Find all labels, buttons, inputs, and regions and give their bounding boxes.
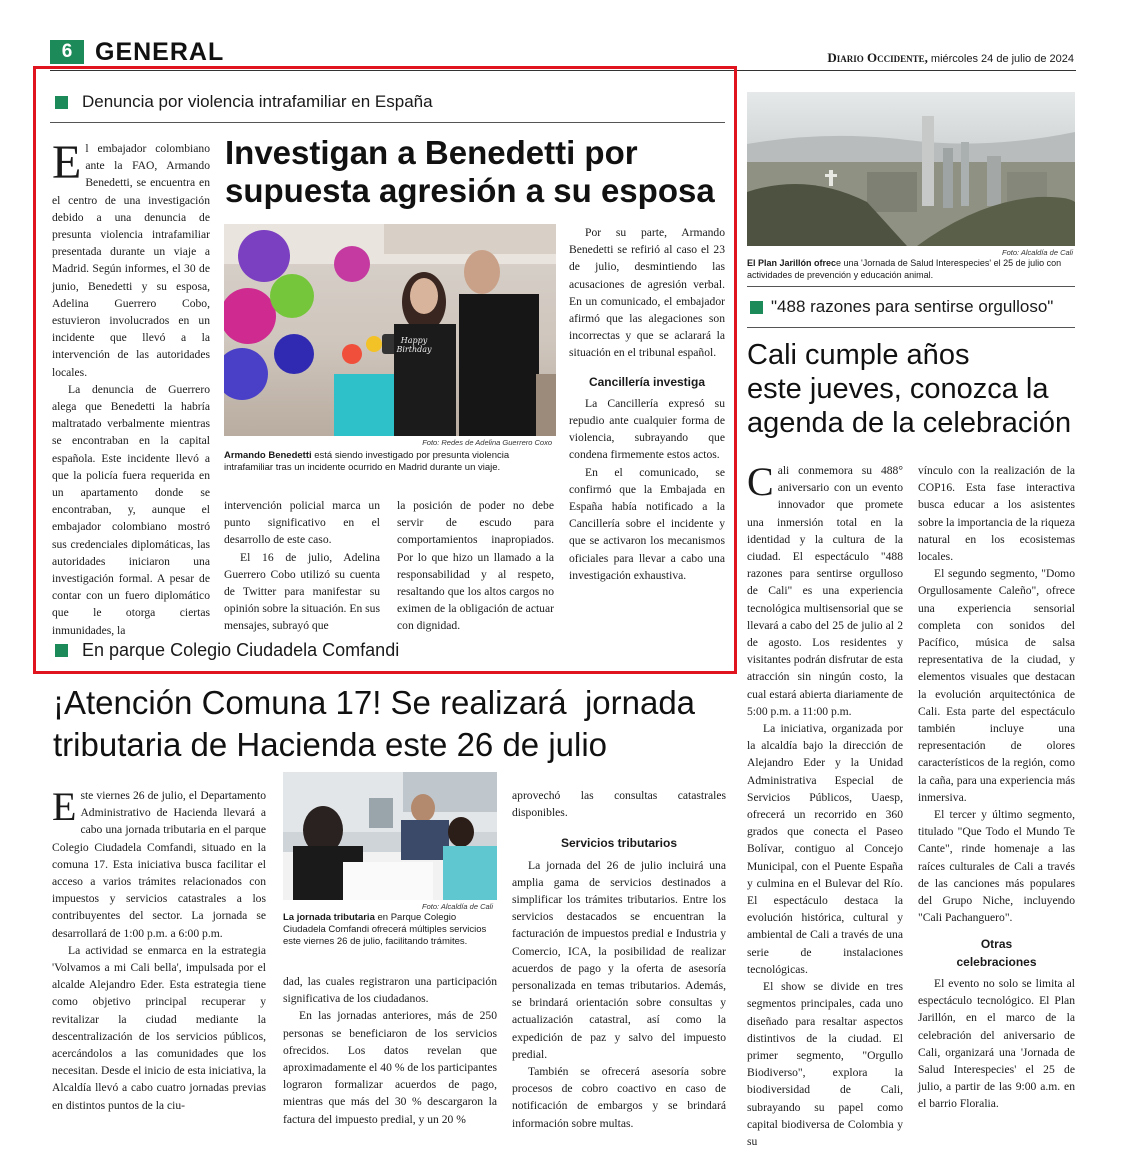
article1-caption-bold: Armando Benedetti	[224, 450, 312, 461]
article1-headline-line1: Investigan a Benedetti por	[225, 134, 638, 171]
article1-dropcap: E	[52, 136, 82, 189]
birthday-sign-text: Happy Birthday	[396, 336, 432, 354]
article3-col2-p2: El segundo segmento, "Domo Orgullosamente Caleño", ofrece una experiencia sensorial completa con sonidos del Pacífico, música de salsa representativa de la ciudad, y elementos visuales que destacan la evolución arquitectónica de Cali. Esta parte del espectáculo también incluye una representación de olores característicos de la región, como la caña, para una experiencia más inmersiva.	[918, 567, 1075, 804]
article2-headline-line1: ¡Atención Comuna 17! Se realizará jornada	[53, 684, 696, 721]
article3-headline-line1: Cali cumple años	[747, 339, 970, 371]
article1-kicker-text: Denuncia por violencia intrafamiliar en España	[82, 92, 433, 111]
article3-col1-p1: ali conmemora su 488° aniversario con un evento innovador que promete una inmersión total en la identidad y la cultura de la ciudad. El espectáculo "488 razones para sentirse orgulloso de Cali" es una experiencia tecnológica multisensorial que se llevará a cabo del 25 de julio al 2 de agosto. Los residentes y visitantes podrán disfrutar de esta atracción sin ningún costo, la cual estará abierta diariamente de 5:00 p.m. a 11:00 p.m.	[747, 464, 903, 718]
article2-col3-p3: También se ofrecerá asesoría sobre procesos de cobro coactivo en caso de notificación de embargos y se brindará información sobre multas.	[512, 1065, 726, 1130]
bullet-square-icon	[750, 301, 763, 314]
article3-caption-text: e una 'Jornada de Salud Interespecies' el 25 de julio con actividades de prevención y educación animal.	[747, 258, 1062, 280]
article1-kicker-rule	[50, 122, 725, 123]
article3-headline	[747, 338, 1077, 440]
article1-column3	[397, 497, 554, 635]
article2-dropcap: E	[52, 784, 77, 829]
article1-col4-p3: En el comunicado, se confirmó que la Embajada en España había notificado a la Cancillería sobre el incidente y que se activaron los mecanismos oficiales para llevar a cabo una investigación exhaustiva.	[569, 465, 725, 582]
benedetti-photo-illustration	[224, 224, 556, 436]
article2-column1	[52, 784, 266, 1114]
article3-kicker-rule	[747, 327, 1075, 328]
article3-photo-credit: Foto: Alcaldía de Cali	[1001, 248, 1073, 257]
bullet-square-icon	[55, 644, 68, 657]
article2-caption-text: en Parque Colegio Ciudadela Comfandi ofrecerá múltiples servicios este viernes 26 de julio, facilitando trámites.	[283, 912, 487, 947]
article3-col2-p4: El evento no solo se limita al espectáculo tecnológico. El Plan Jarillón, en el marco de la celebración del aniversario de Cali, organizará una 'Jornada de Salud Interespecies' el 25 de julio, a partir de las 9:00 a.m. en el barrio Floralia.	[918, 976, 1075, 1111]
article3-col2-subhead-line2: celebraciones	[956, 954, 1037, 969]
article1-column4	[569, 224, 725, 584]
article2-col3-p2: La jornada del 26 de julio incluirá una amplia gama de servicios destinados a simplificar los trámites tributarios. Entre los servicios destacados se encuentran la facturación de impuestos predial e Industria y Comercio, ICA, la posibilidad de realizar acuerdos de pago y la oferta de asesoría personalizada en temas tributarios. Además, se brindará orientación sobre consultas y actualización catastral, así como la expedición de paz y salvo del impuesto predial.	[512, 858, 726, 1061]
page-number: 6	[61, 41, 73, 62]
cali-panorama-photo	[747, 92, 1075, 246]
article2-col2-p1: dad, las cuales registraron una participación significativa de los ciudadanos.	[283, 975, 497, 1006]
article1-col1-p1: l embajador colombiano ante la FAO, Armando Benedetti, se encuentra en el centro de una investigación debido a una denuncia de presunta violencia intrafamiliar presentada durante un viaje a Madrid. Según informes, el 30 de junio, Benedetti y su esposa, Adelina Guerrero Cobo, estuvieron involucrados en un incidente que llevó a la intervención de las autoridades locales.	[52, 142, 210, 379]
article2-kicker-text: En parque Colegio Ciudadela Comfandi	[82, 640, 400, 660]
article1-kicker	[55, 92, 725, 112]
article1-photo-caption	[224, 450, 556, 474]
article2-column2	[283, 973, 497, 1128]
article2-col1-p2: La actividad se enmarca en la estrategia 'Volvamos a mi Cali bella', impulsada por el alcalde Alejandro Eder. Esta estrategia tiene como objetivo principal recuperar y revitalizar la ciudad mediante la descentralización de los servicios públicos, acercándolos a las comunidades que los necesitan. Desde el inicio de esta iniciativa, la Alcaldía llevó a cabo cuatro jornadas previas en distintos puntos de la ciu-	[52, 943, 266, 1112]
article1-column2	[224, 497, 380, 635]
article3-column1	[747, 459, 903, 1150]
article2-photo-caption	[283, 912, 497, 948]
article2-col1-p1: ste viernes 26 de julio, el Departamento Administrativo de Hacienda llevará a cabo una jornada tributaria en el parque Colegio Ciudadela Comfandi, situado en la comuna 17. Esta iniciativa busca facilitar el acceso a varios trámites relacionados con impuestos y servicios catastrales a los contribuyentes del sector. La jornada se desarrollará de 1:00 p.m. a 6:00 p.m.	[52, 789, 266, 940]
article2-col3-p1: aprovechó las consultas catastrales disponibles.	[512, 789, 726, 820]
article2-caption-bold: La jornada tributaria	[283, 912, 375, 923]
article2-col3-subhead: Servicios tributarios	[560, 836, 678, 851]
benedetti-photo	[224, 224, 556, 436]
article3-top-rule	[747, 286, 1075, 287]
article3-kicker	[750, 297, 1076, 317]
page-header	[50, 38, 1080, 68]
section-name: GENERAL	[95, 38, 225, 66]
article3-headline-line2: este jueves, conozca la	[747, 373, 1049, 405]
article1-col2-p1: intervención policial marca un punto significativo en el desarrollo de este caso.	[224, 499, 380, 547]
article2-column3	[512, 787, 726, 1132]
article1-col1-p2: La denuncia de Guerrero alega que Benedetti la habría maltratado verbalmente mientras se encontraban en la capital española. Este incidente llevó a que la policía fuera requerida en un apartamento donde se encontraban, y, aunque el embajador colombiano mostró sus credenciales diplomáticas, las autoridades iniciaron una investigación formal. A pesar de contar con un fuero diplomático que le otorga ciertas inmunidades, la	[52, 382, 210, 637]
jornada-photo-illustration	[283, 772, 497, 900]
article1-headline	[225, 134, 725, 210]
publication-name: Diario Occidente,	[827, 50, 928, 65]
article1-caption-text: está siendo investigado por presunta violencia intrafamiliar tras un incidente ocurrido en Madrid durante un viaje.	[224, 450, 510, 473]
article1-column1	[52, 136, 210, 639]
article3-column2	[918, 462, 1075, 1113]
article1-col4-p2: La Cancillería expresó su repudio ante cualquier forma de violencia, subrayando que condena firmemente estos actos.	[569, 396, 725, 462]
article3-kicker-text: "488 razones para sentirse orgulloso"	[771, 297, 1054, 316]
article3-dropcap: C	[747, 459, 774, 504]
publication-date-line	[827, 50, 1074, 66]
article2-headline	[53, 682, 733, 766]
bullet-square-icon	[55, 96, 68, 109]
article2-photo-credit: Foto: Alcaldía de Cali	[421, 902, 493, 911]
article1-headline-line2: supuesta agresión a su esposa	[225, 172, 715, 209]
cali-panorama-illustration	[747, 92, 1075, 246]
article3-photo-caption	[747, 258, 1075, 281]
article3-headline-line3: agenda de la celebración	[747, 407, 1072, 439]
article1-col4-subhead: Cancillería investiga	[588, 374, 706, 389]
article3-col2-p1: vínculo con la realización de la COP16. Esta fase interactiva busca educar a los asistentes sobre la importancia de la riqueza natural en los ecosistemas locales.	[918, 464, 1075, 564]
page-number-box	[50, 40, 84, 64]
jornada-photo	[283, 772, 497, 900]
article2-kicker	[55, 640, 725, 661]
article3-col2-p3: El tercer y último segmento, titulado "Que Todo el Mundo Te Cante", rinde homenaje a las raíces culturales de Cali a través de las canciones más populares del Grupo Niche, incluyendo "Cali Pachanguero".	[918, 808, 1075, 925]
article2-col2-p2: En las jornadas anteriores, más de 250 personas se beneficiaron de los servicios ofrecidos. Los datos revelan que aproximadamente el 40 % de los participantes lograron formalizar acuerdos de pago, mientras que más del 30 % descargaron la factura del impuesto predial, y un 20 %	[283, 1009, 497, 1126]
article3-col1-p3: El show se divide en tres segmentos principales, cada uno diseñado para resaltar aspectos distintivos de la ciudad. El primer segmento, "Orgullo Biodiverso", explora la biodiversidad de Cali, subrayando su papel como capital biodiversa de Colombia y su	[747, 980, 903, 1148]
article3-col2-subhead	[918, 936, 1075, 970]
article2-headline-line2: tributaria de Hacienda este 26 de julio	[53, 726, 608, 763]
article1-col4-p1: Por su parte, Armando Benedetti se refirió al caso el 23 de julio, desmintiendo las acusaciones de agresión verbal. En un comunicado, el embajador afirmó que las alegaciones son incorrectas y que se aclarará la situación en el tribunal español.	[569, 226, 725, 360]
article3-col1-p2: La iniciativa, organizada por la alcaldía bajo la dirección de Alejandro Eder y la Unidad Administrativa Especial de Servicios Públicos, Uaesp, ofrecerá un recorrido en 360 grados que conecta el Paseo Bolívar, contiguo al Concejo Municipal, con el Puente España y culmina en el Bulevar del Río. El espectáculo destaca la evolución histórica, cultural y ambiental de Cali a través de una serie de instalaciones tecnológicas.	[747, 722, 903, 976]
article1-photo-credit: Foto: Redes de Adelina Guerrero Coxo	[422, 438, 552, 447]
article1-col3-p1: la posición de poder no debe servir de escudo para comportamientos inapropiados. Por lo que hizo un llamado a la responsabilidad y al respeto, resaltando que los altos cargos no eximen de la obligación de actuar con dignidad.	[397, 499, 554, 633]
publication-date: miércoles 24 de julio de 2024	[930, 53, 1074, 65]
article1-col2-p2: El 16 de julio, Adelina Guerrero Cobo utilizó su cuenta de Twitter para manifestar su opinión sobre la situación. En sus mensajes, subrayó que	[224, 550, 380, 633]
article3-col2-subhead-line1: Otras	[980, 937, 1013, 952]
article3-caption-bold: El Plan Jarillón ofrec	[747, 258, 837, 268]
